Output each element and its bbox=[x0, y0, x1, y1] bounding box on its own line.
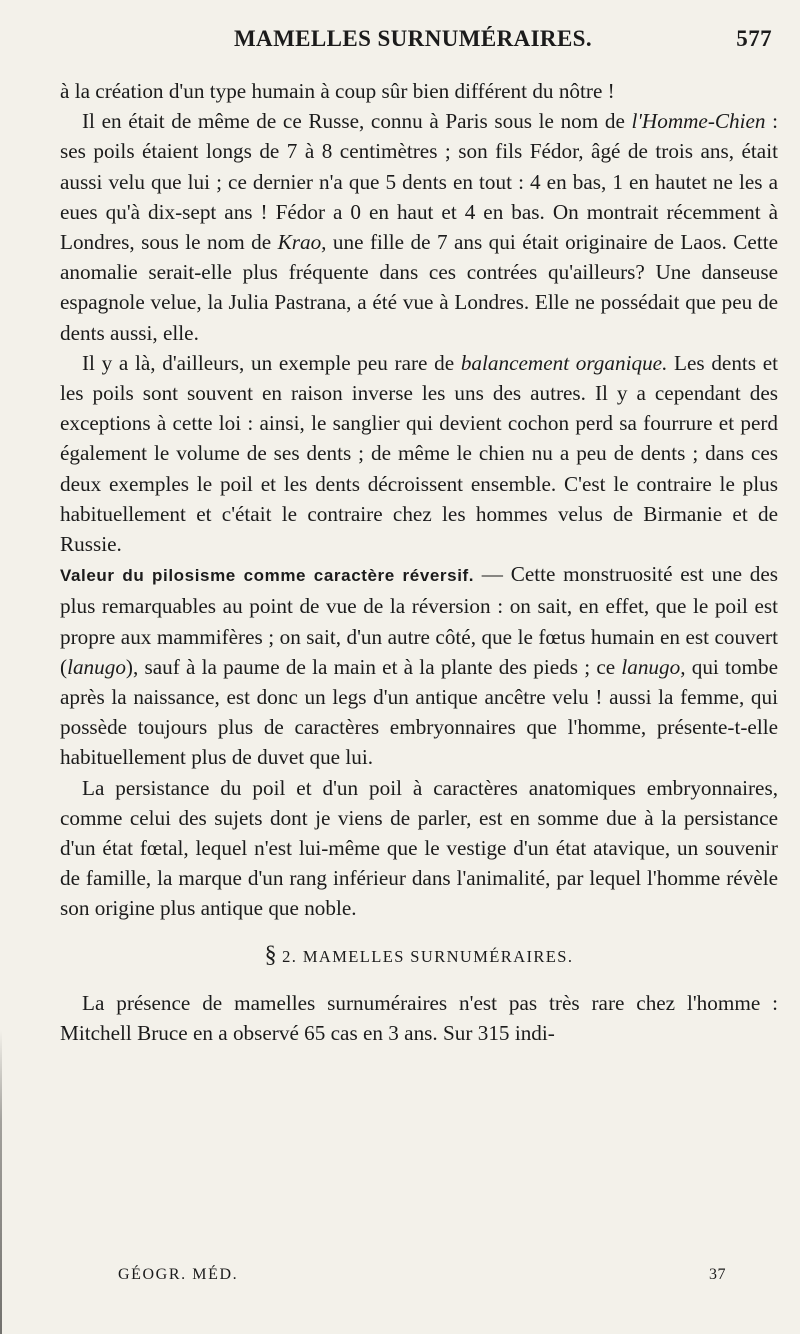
paragraph-3 bbox=[60, 348, 778, 559]
page-number: 577 bbox=[736, 26, 772, 51]
p2-italic-krao: Krao, bbox=[277, 230, 327, 255]
p2-text-b: : ses poils étaient longs de 7 à 8 centimètres ; son fils Fédor, âgé de trois ans, était aussi velu que lui ; ce dernier n'a que 5 dents en tout : 4 en bas, 1 en hautet ne les a eues qu'à dix-sept ans ! Fédor a 0 en haut et 4 en bas. On montrait récemment à Londres, sous le nom de bbox=[60, 109, 778, 255]
body-text bbox=[60, 76, 778, 1048]
p4-dash: — bbox=[474, 562, 511, 587]
p4-text-c: qui tombe après la naissance, est donc un legs d'un antique ancêtre velu ! aussi la femme, qui possède toujours plus de caractères embryonnaires que l'homme, présente-t-elle habituellement plus de duvet que lui. bbox=[60, 654, 778, 770]
signature-line bbox=[118, 1266, 726, 1294]
p4-text-a: Cette monstruosité est une des plus remarquables au point de vue de la réversion : on sait, en effet, que le poil est propre aux mammifères ; on sait, d'un autre côté, que le fœtus humain en est couvert ( bbox=[60, 562, 778, 679]
paragraph-6: La présence de mamelles surnuméraires n'est pas très rare chez l'homme : Mitchell Bruce en a observé 65 cas en 3 ans. Sur 315 indi- bbox=[60, 990, 778, 1045]
p4-italic-lanugo-2: lanugo, bbox=[621, 654, 686, 679]
inline-heading-pilosisme: Valeur du pilosisme comme caractère réversif. bbox=[60, 566, 475, 586]
p4-text-b: ), sauf à la paume de la main et à la plante des pieds ; ce bbox=[125, 654, 622, 679]
binding-edge-shadow bbox=[0, 1030, 2, 1334]
p3-text-a: Il y a là, d'ailleurs, un exemple peu rare de bbox=[82, 350, 461, 375]
signature-mark: GÉOGR. MÉD. bbox=[118, 1266, 239, 1283]
running-title: MAMELLES SURNUMÉRAIRES. bbox=[233, 26, 593, 51]
section-heading bbox=[60, 940, 778, 972]
p2-text-c: une fille de 7 ans qui était originaire de Laos. Cette anomalie serait-elle plus fréquente dans ces contrées qu'ailleurs? Une danseuse espagnole velue, la Julia Pastrana, a été vue à Londres. Elle ne possédait que peu de dents aussi, elle. bbox=[60, 230, 778, 345]
paragraph-5: La persistance du poil et d'un poil à caractères anatomiques embryonnaires, comme celui des sujets dont je viens de parler, est en somme due à la persistance d'un état fœtal, lequel n'est lui-même que le vestige d'un état atavique, un souvenir de famille, la marque d'un rang inférieur dans l'animalité, par lequel l'homme révèle son origine plus antique que noble. bbox=[60, 775, 778, 921]
paragraph-1: à la création d'un type humain à coup sûr bien différent du nôtre ! bbox=[60, 79, 615, 103]
section-title: 2. MAMELLES SURNUMÉRAIRES. bbox=[276, 946, 574, 966]
signature-number: 37 bbox=[709, 1266, 726, 1283]
p2-text-a: Il en était de même de ce Russe, connu à Paris sous le nom de bbox=[82, 109, 632, 134]
paragraph-2 bbox=[60, 106, 778, 348]
p3-italic-balancement: balancement organique. bbox=[460, 350, 668, 375]
p4-italic-lanugo: lanugo bbox=[67, 654, 126, 679]
paragraph-4 bbox=[60, 559, 778, 772]
running-header bbox=[48, 26, 778, 60]
section-symbol: § bbox=[264, 941, 277, 968]
p3-text-b: Les dents et les poils sont souvent en raison inverse les uns des autres. Il y a cependant des exceptions à cette loi : ainsi, le sanglier qui devient cochon perd sa fourrure et perd également le volume de ses dents ; de même le chien nu a peu de dents ; dans ces deux exemples le poil et les dents décroissent ensemble. C'est le contraire le plus habituellement et c'était le contraire chez les hommes velus de Birmanie et de Russie. bbox=[60, 350, 779, 557]
p2-italic-homme-chien: l'Homme-Chien bbox=[631, 109, 766, 134]
